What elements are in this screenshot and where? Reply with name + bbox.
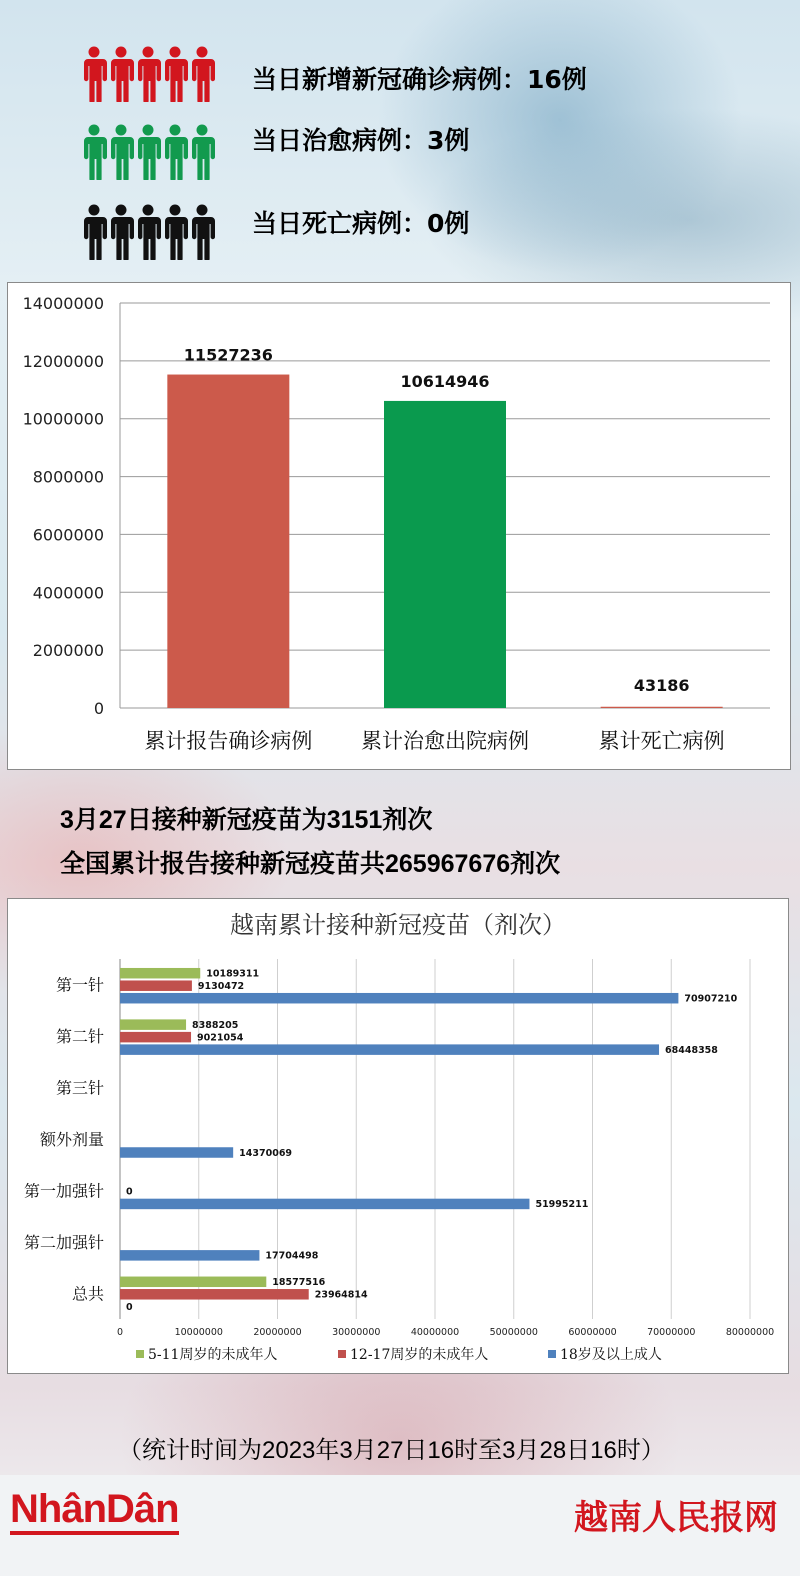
bar-value-label: 0 — [126, 1186, 133, 1198]
y-tick-label: 0 — [93, 699, 104, 718]
bar-value-label: 9021054 — [197, 1032, 244, 1044]
x-tick-label: 0 — [116, 1327, 124, 1338]
person-icon — [80, 204, 108, 260]
stat-new-cases: 当日新增新冠确诊病例：16例 — [252, 65, 587, 94]
bar-value-label: 11527236 — [183, 345, 273, 365]
bar — [120, 1032, 191, 1043]
bar — [120, 1044, 659, 1055]
x-tick-label: 50000000 — [489, 1327, 538, 1338]
person-icon — [134, 124, 162, 180]
person-icon — [161, 46, 189, 102]
cumulative-bar-chart — [8, 283, 790, 769]
bar — [120, 1147, 233, 1158]
x-tick-label: 20000000 — [253, 1327, 302, 1338]
bar-value-label: 70907210 — [684, 993, 738, 1005]
vaccination-total: 全国累计报告接种新冠疫苗共265967676剂次 — [60, 850, 561, 878]
bar — [120, 1019, 186, 1029]
stat-deaths: 当日死亡病例：0例 — [252, 209, 470, 238]
y-category-label: 第一针 — [55, 975, 104, 995]
bar-value-label: 51995211 — [535, 1199, 589, 1211]
bar — [120, 993, 678, 1004]
x-tick-label: 70000000 — [647, 1327, 696, 1338]
person-icon — [80, 124, 108, 180]
person-icon — [134, 204, 162, 260]
y-tick-label: 4000000 — [32, 583, 104, 603]
person-icon — [80, 46, 108, 102]
bar — [120, 1199, 529, 1210]
legend-swatch — [136, 1350, 144, 1358]
legend-swatch — [338, 1350, 346, 1358]
x-tick-label: 10000000 — [174, 1327, 223, 1338]
person-icon — [107, 204, 135, 260]
nhandan-logo[interactable]: NhânDân — [10, 1487, 179, 1535]
bar — [120, 1277, 266, 1288]
legend-swatch — [548, 1350, 556, 1358]
person-icon — [161, 204, 189, 260]
vaccination-bar-chart — [8, 899, 788, 1373]
bar-value-label: 23964814 — [314, 1289, 368, 1301]
bar-value-label: 10614946 — [400, 371, 490, 391]
vaccination-chart-panel — [7, 898, 789, 1374]
y-tick-label: 6000000 — [32, 525, 104, 545]
person-icon — [188, 46, 216, 102]
site-name-logo[interactable]: 越南人民报网 — [574, 1498, 778, 1538]
bar — [601, 707, 723, 708]
x-tick-label: 80000000 — [725, 1327, 775, 1338]
y-category-label: 第二加强针 — [23, 1232, 104, 1252]
bar — [120, 1250, 259, 1261]
people-group-red — [80, 46, 215, 102]
person-icon — [161, 124, 189, 180]
cumulative-chart-panel — [7, 282, 791, 770]
legend-label: 5-11周岁的未成年人 — [148, 1347, 278, 1363]
x-tick-label: 40000000 — [410, 1327, 460, 1338]
y-category-label: 第三针 — [55, 1078, 104, 1098]
bar-value-label: 8388205 — [192, 1019, 239, 1031]
legend-label: 18岁及以上成人 — [560, 1347, 662, 1363]
bar — [167, 375, 289, 708]
stat-row-recovered — [80, 124, 215, 180]
bar-value-label: 9130472 — [197, 980, 245, 992]
bar-value-label: 10189311 — [206, 968, 260, 980]
person-icon — [188, 204, 216, 260]
y-category-label: 总共 — [71, 1284, 104, 1304]
x-category-label: 累计死亡病例 — [598, 729, 725, 753]
person-icon — [188, 124, 216, 180]
bar-value-label: 0 — [126, 1302, 133, 1314]
x-tick-label: 30000000 — [332, 1327, 381, 1338]
bar — [120, 1289, 309, 1300]
person-icon — [107, 124, 135, 180]
statistics-period-note: （统计时间为2023年3月27日16时至3月28日16时） — [118, 1437, 665, 1464]
stat-recovered: 当日治愈病例：3例 — [252, 126, 470, 155]
bar — [120, 980, 192, 991]
x-category-label: 累计报告确诊病例 — [144, 729, 313, 753]
people-group-black — [80, 204, 215, 260]
y-category-label: 第一加强针 — [23, 1181, 104, 1201]
person-icon — [107, 46, 135, 102]
chart-title: 越南累计接种新冠疫苗（剂次） — [230, 911, 566, 939]
bar-value-label: 17704498 — [265, 1250, 319, 1262]
person-icon — [134, 46, 162, 102]
bar-value-label: 18577516 — [272, 1277, 326, 1289]
y-tick-label: 10000000 — [22, 409, 104, 429]
y-category-label: 第二针 — [55, 1027, 104, 1047]
bar-value-label: 14370069 — [239, 1147, 293, 1159]
stat-row-new-cases — [80, 46, 215, 102]
vaccination-daily: 3月27日接种新冠疫苗为3151剂次 — [60, 806, 433, 834]
bar-value-label: 43186 — [633, 675, 690, 695]
y-tick-label: 2000000 — [32, 641, 104, 661]
y-category-label: 额外剂量 — [39, 1130, 104, 1149]
bar — [120, 968, 200, 979]
y-tick-label: 8000000 — [32, 467, 104, 487]
x-category-label: 累计治愈出院病例 — [361, 729, 529, 753]
y-tick-label: 12000000 — [22, 351, 104, 371]
bar — [384, 401, 506, 708]
bar-value-label: 68448358 — [665, 1044, 718, 1056]
people-group-green — [80, 124, 215, 180]
y-tick-label: 14000000 — [22, 294, 104, 313]
legend-label: 12-17周岁的未成年人 — [350, 1347, 489, 1363]
stat-row-deaths — [80, 204, 215, 260]
x-tick-label: 60000000 — [568, 1327, 617, 1338]
